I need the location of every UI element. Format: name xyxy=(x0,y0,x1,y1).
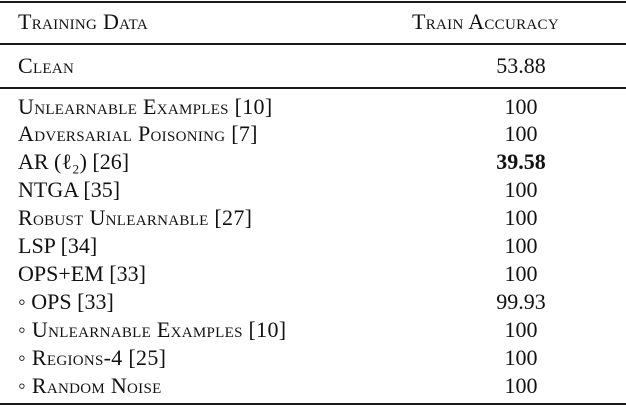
row-label: AR (ℓ₂) [26] xyxy=(18,149,130,174)
top-rule xyxy=(0,1,626,3)
header-rule xyxy=(0,43,626,45)
header-train-accuracy: Train Accuracy xyxy=(412,9,559,34)
row-label: NTGA [35] xyxy=(18,177,121,202)
row-value: 100 xyxy=(504,121,538,146)
row-label: ◦ Unlearnable Examples [10] xyxy=(18,317,287,342)
row-label: Adversarial Poisoning [7] xyxy=(18,121,258,146)
row-value: 100 xyxy=(504,317,538,342)
row-value: 100 xyxy=(504,233,538,258)
row-label: ◦ Regions-4 [25] xyxy=(18,345,167,370)
row-label: LSP [34] xyxy=(18,233,98,258)
row-label: ◦ OPS [33] xyxy=(18,289,114,314)
row-label: ◦ Random Noise xyxy=(18,373,162,398)
row-label: OPS+EM [33] xyxy=(18,261,146,286)
row-value: 100 xyxy=(504,373,538,398)
row-value: 99.93 xyxy=(496,289,546,314)
row-value: 100 xyxy=(504,205,538,230)
row-value: 100 xyxy=(504,177,538,202)
clean-label: Clean xyxy=(18,53,75,78)
row-value: 100 xyxy=(504,345,538,370)
row-value: 100 xyxy=(504,94,538,119)
section-rule xyxy=(0,87,626,89)
bottom-rule xyxy=(0,403,626,405)
row-label: Robust Unlearnable [27] xyxy=(18,205,253,230)
row-label: Unlearnable Examples [10] xyxy=(18,94,273,119)
row-value-best: 39.58 xyxy=(496,149,546,174)
row-value: 100 xyxy=(504,261,538,286)
clean-value: 53.88 xyxy=(496,53,546,78)
header-training-data: Training Data xyxy=(18,9,149,34)
